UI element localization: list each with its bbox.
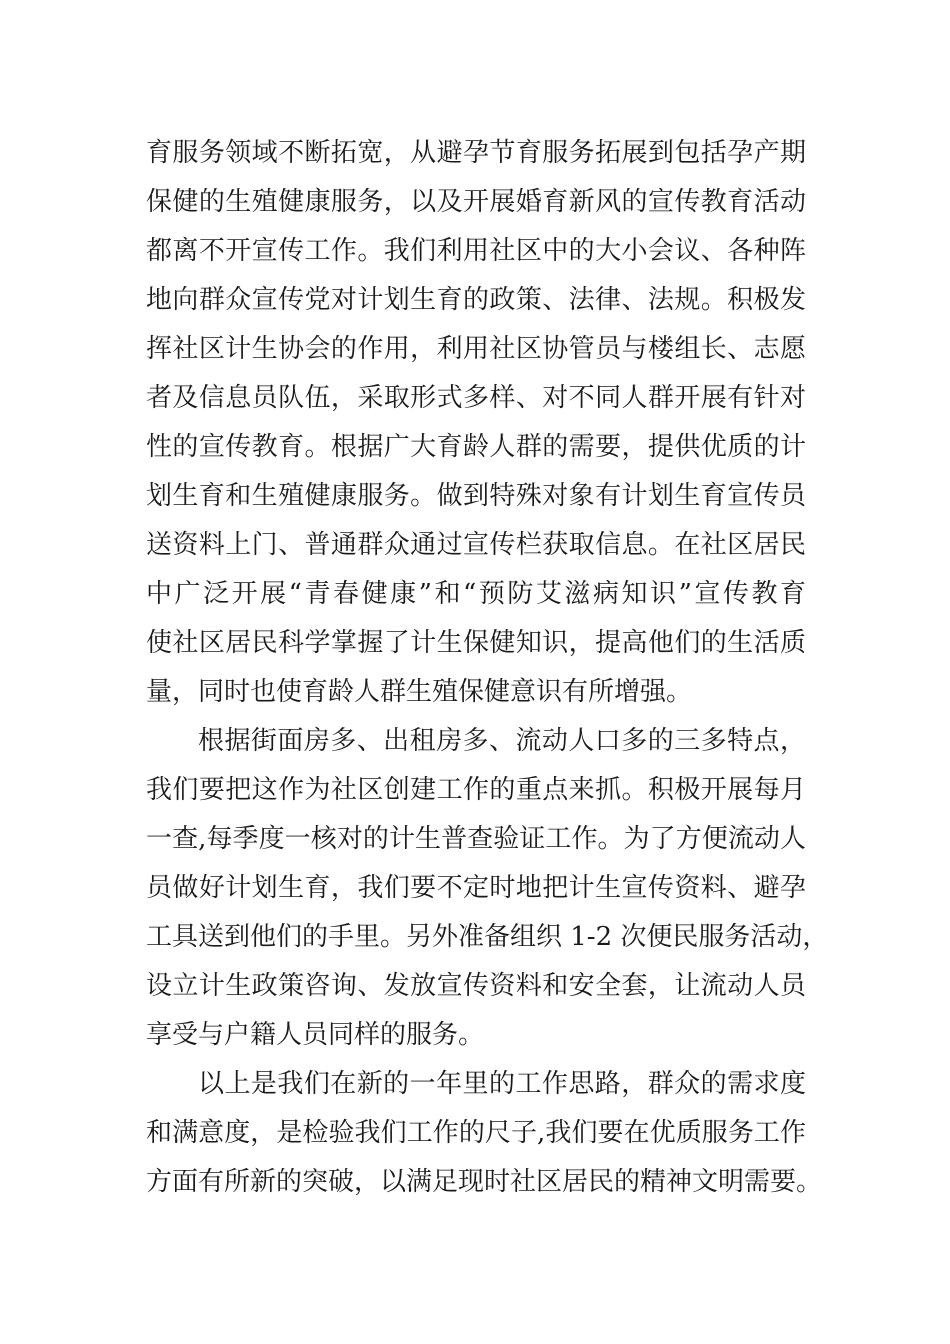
text-line: 使社区居民科学掌握了计生保健知识，提高他们的生活质 bbox=[146, 628, 806, 658]
paragraph-2 bbox=[146, 717, 829, 1060]
text-line: 中广泛开展“青春健康”和“预防艾滋病知识”宣传教育 bbox=[146, 579, 806, 609]
text-line: 和满意度，是检验我们工作的尺子,我们要在优质服务工作 bbox=[146, 1118, 806, 1148]
text-line: 都离不开宣传工作。我们利用社区中的大小会议、各种阵 bbox=[146, 236, 806, 266]
paragraph-3 bbox=[146, 1060, 823, 1207]
text-line: 保健的生殖健康服务，以及开展婚育新风的宣传教育活动 bbox=[146, 187, 806, 217]
text-line: 者及信息员队伍，采取形式多样、对不同人群开展有针对 bbox=[146, 383, 806, 413]
text-line: 育服务领域不断拓宽，从避孕节育服务拓展到包括孕产期 bbox=[146, 138, 806, 168]
document-body bbox=[146, 129, 829, 1207]
text-line: 根据街面房多、出租房多、流动人口多的三多特点， bbox=[198, 726, 806, 756]
text-line: 量，同时也使育龄人群生殖保健意识有所增强。 bbox=[146, 677, 693, 707]
text-line: 划生育和生殖健康服务。做到特殊对象有计划生育宣传员 bbox=[146, 481, 806, 511]
paragraph-1 bbox=[146, 129, 806, 717]
text-line: 挥社区计生协会的作用，利用社区协管员与楼组长、志愿 bbox=[146, 334, 806, 364]
text-line: 设立计生政策咨询、发放宣传资料和安全套，让流动人员 bbox=[146, 971, 806, 1001]
text-line: 性的宣传教育。根据广大育龄人群的需要，提供优质的计 bbox=[146, 432, 806, 462]
text-line: 以上是我们在新的一年里的工作思路，群众的需求度 bbox=[198, 1069, 806, 1099]
text-line: 享受与户籍人员同样的服务。 bbox=[146, 1020, 485, 1050]
text-line: 工具送到他们的手里。另外准备组织 1-2 次便民服务活动， bbox=[146, 922, 829, 952]
text-line: 方面有所新的突破，以满足现时社区居民的精神文明需要。 bbox=[146, 1167, 823, 1197]
text-line: 地向群众宣传党对计划生育的政策、法律、法规。积极发 bbox=[146, 285, 806, 315]
text-line: 送资料上门、普通群众通过宣传栏获取信息。在社区居民 bbox=[146, 530, 806, 560]
text-line: 员做好计划生育，我们要不定时地把计生宣传资料、避孕 bbox=[146, 873, 806, 903]
text-line: 我们要把这作为社区创建工作的重点来抓。积极开展每月 bbox=[146, 775, 806, 805]
text-line: 一查,每季度一核对的计生普查验证工作。为了方便流动人 bbox=[146, 824, 806, 854]
